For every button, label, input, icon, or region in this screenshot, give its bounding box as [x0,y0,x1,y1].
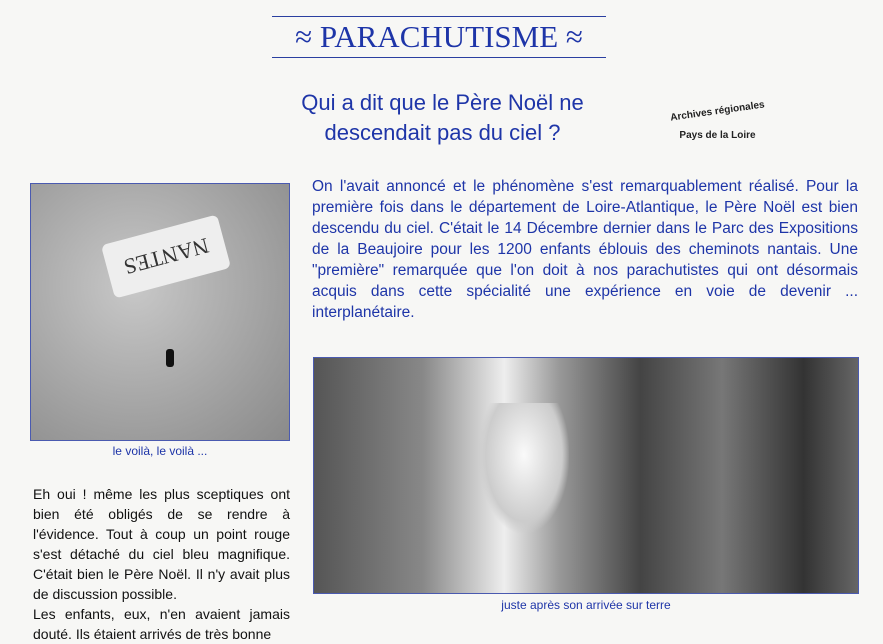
article-headline [255,88,630,148]
paragraph: Les enfants, eux, n'en avaient jamais douté. Ils étaient arrivés de très bonne [33,606,290,642]
headline-line-2: descendait pas du ciel ? [324,120,561,145]
parachute-banner [101,214,231,298]
headline-line-1: Qui a dit que le Père Noël ne [301,90,584,115]
archive-stamp [655,99,780,142]
paragraph: Eh oui ! même les plus sceptiques ont bien été obligés de se rendre à l'évidence. Tout à coup un point rouge s'est détaché du ciel bleu magnifique. C'était bien le Père Noël. Il n'y avait plus de discussion possible. [33,486,290,602]
section-title: ≈ PARACHUTISME ≈ [272,16,606,58]
parachute-photo [30,183,290,441]
stamp-line-1: Archives régionales [669,99,766,124]
article-intro: On l'avait annoncé et le phénomène s'est remarquablement réalisé. Pour la première fois dans le département de Loire-Atlantique, le Père Noël est bien descendu du ciel. C'était le 14 Décembre dernier dans le Parc des Expositions de la Beaujoire pour les 1200 enfants éblouis des cheminots nantais. Une "première" remarquée que l'on doit à nos parachutistes qui ont désormais acquis dans cette spécialité une expérience en voie de devenir ... interplanétaire. [312,178,858,321]
parachutist-figure [166,349,174,367]
photo-caption: le voilà, le voilà ... [112,444,208,458]
santa-crowd-photo [313,357,859,594]
banner-text: NANTES [120,233,212,280]
left-column-text [33,484,290,644]
santa-figure [479,403,569,533]
photo-caption: juste après son arrivée sur terre [501,598,671,612]
stamp-line-2: Pays de la Loire [679,130,756,141]
